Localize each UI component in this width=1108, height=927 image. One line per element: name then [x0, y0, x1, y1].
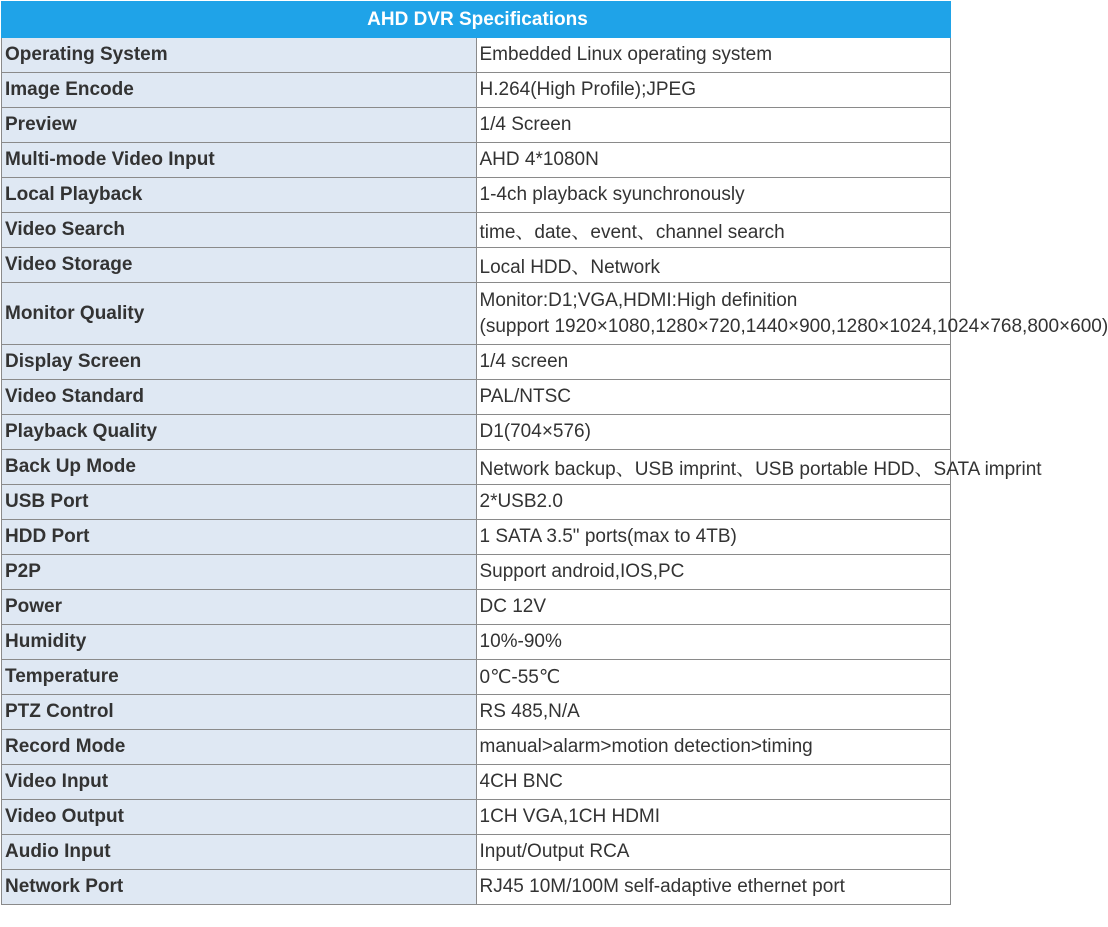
table-row [2, 695, 951, 730]
table-row [2, 555, 951, 590]
spec-label: Monitor Quality [2, 283, 477, 345]
table-row [2, 213, 951, 248]
spec-value-line-1: Monitor:D1;VGA,HDMI:High definition [479, 289, 798, 311]
table-row [2, 248, 951, 283]
spec-label: P2P [2, 555, 477, 590]
spec-label: Video Standard [2, 380, 477, 415]
table-row [2, 108, 951, 143]
table-header-row [2, 2, 951, 38]
table-row [2, 730, 951, 765]
spec-label: Video Output [2, 800, 477, 835]
spec-value-line-2: (support 1920×1080,1280×720,1440×900,1280×1024,1024×768,800×600) [479, 315, 1108, 337]
spec-value: Local HDD、Network [476, 248, 951, 283]
spec-label: PTZ Control [2, 695, 477, 730]
spec-value: 10%-90% [476, 625, 951, 660]
table-row [2, 520, 951, 555]
spec-label: Operating System [2, 38, 477, 73]
spec-label: Display Screen [2, 345, 477, 380]
specifications-table [1, 1, 1108, 905]
spec-label: Preview [2, 108, 477, 143]
spec-value: 0℃-55℃ [476, 660, 951, 695]
spec-value: Input/Output RCA [476, 835, 951, 870]
table-row [2, 625, 951, 660]
spec-value: PAL/NTSC [476, 380, 951, 415]
table-row [2, 283, 951, 345]
spec-label: Video Input [2, 765, 477, 800]
spec-label: Playback Quality [2, 415, 477, 450]
spec-value: H.264(High Profile);JPEG [476, 73, 951, 108]
table-row [2, 178, 951, 213]
table-row [2, 660, 951, 695]
spec-label: Humidity [2, 625, 477, 660]
spec-value: RS 485,N/A [476, 695, 951, 730]
table-row [2, 835, 951, 870]
table-row [2, 38, 951, 73]
table-row [2, 590, 951, 625]
spec-value: time、date、event、channel search [476, 213, 951, 248]
table-row [2, 415, 951, 450]
table-row [2, 380, 951, 415]
spec-value: Support android,IOS,PC [476, 555, 951, 590]
spec-label: Power [2, 590, 477, 625]
spec-value: 1/4 screen [476, 345, 951, 380]
spec-value: 1CH VGA,1CH HDMI [476, 800, 951, 835]
table-row [2, 450, 951, 485]
spec-value-multiline [476, 283, 1108, 345]
table-row [2, 870, 951, 905]
spec-value: RJ45 10M/100M self-adaptive ethernet port [476, 870, 951, 905]
spec-label: HDD Port [2, 520, 477, 555]
table-row [2, 143, 951, 178]
spec-label: Video Search [2, 213, 477, 248]
spec-label: Record Mode [2, 730, 477, 765]
spec-value: 2*USB2.0 [476, 485, 951, 520]
spec-value: Network backup、USB imprint、USB portable HDD、SATA imprint [476, 450, 951, 485]
table-row [2, 485, 951, 520]
spec-value: D1(704×576) [476, 415, 951, 450]
spec-value: 1 SATA 3.5" ports(max to 4TB) [476, 520, 951, 555]
table-row [2, 345, 951, 380]
spec-label: Network Port [2, 870, 477, 905]
spec-label: Multi-mode Video Input [2, 143, 477, 178]
spec-value: 1-4ch playback syunchronously [476, 178, 951, 213]
spec-label: Image Encode [2, 73, 477, 108]
spec-value: Embedded Linux operating system [476, 38, 951, 73]
spec-value: AHD 4*1080N [476, 143, 951, 178]
spec-label: Local Playback [2, 178, 477, 213]
table-row [2, 800, 951, 835]
table-row [2, 73, 951, 108]
table-title: AHD DVR Specifications [2, 2, 951, 38]
spec-label: Back Up Mode [2, 450, 477, 485]
spec-label: USB Port [2, 485, 477, 520]
spec-label: Audio Input [2, 835, 477, 870]
spec-value: DC 12V [476, 590, 951, 625]
spec-label: Video Storage [2, 248, 477, 283]
spec-value: manual>alarm>motion detection>timing [476, 730, 951, 765]
spec-label: Temperature [2, 660, 477, 695]
table-row [2, 765, 951, 800]
spec-value: 1/4 Screen [476, 108, 951, 143]
spec-value: 4CH BNC [476, 765, 951, 800]
